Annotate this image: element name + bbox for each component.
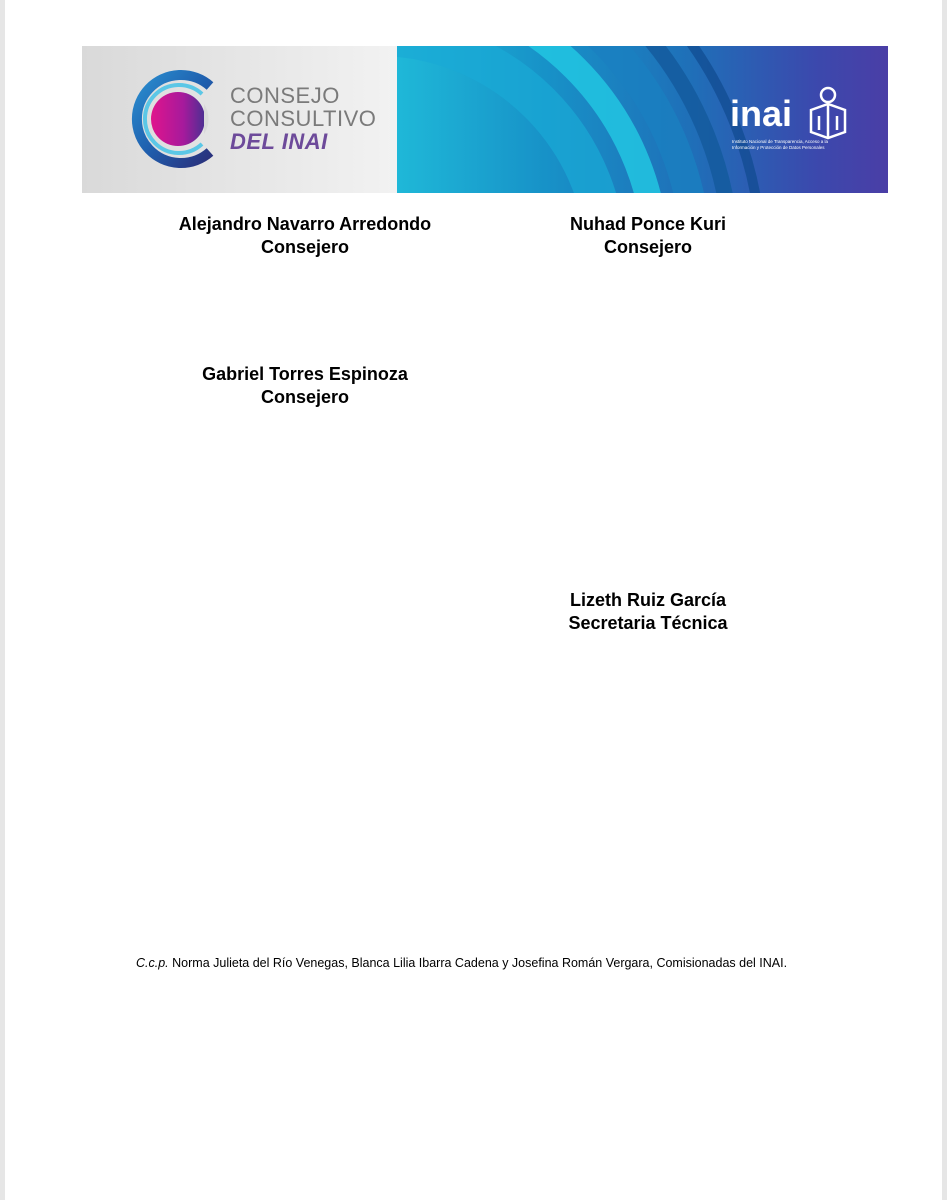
logo-line-consejo: CONSEJO (230, 83, 340, 108)
ccp-prefix: C.c.p. (136, 956, 169, 970)
carbon-copy-note (136, 956, 787, 970)
signatory-name: Nuhad Ponce Kuri (569, 214, 726, 234)
consejo-logo-text (230, 84, 376, 153)
signatory-role: Consejero (260, 237, 350, 257)
signatory-role: Consejero (603, 237, 693, 257)
signatory-name: Lizeth Ruiz García (569, 590, 727, 610)
signatory-role: Secretaria Técnica (568, 613, 728, 633)
document-page (5, 0, 942, 1200)
inai-logo (730, 86, 850, 158)
consejo-logo-icon (128, 68, 220, 170)
signatory-role: Consejero (260, 387, 350, 407)
inai-subtitle: Instituto Nacional de Transparencia, Acceso a la Información y Protección de Datos Personales (732, 139, 829, 150)
signature-block (478, 589, 818, 635)
ccp-text: Norma Julieta del Río Venegas, Blanca Lilia Ibarra Cadena y Josefina Román Vergara, Comisionadas del INAI. (172, 956, 788, 970)
logo-line-consultivo: CONSULTIVO (230, 106, 377, 131)
inai-wordmark: inai (730, 93, 793, 134)
signature-block (135, 363, 475, 409)
inai-logo-panel (397, 46, 888, 193)
signature-block (478, 213, 818, 259)
header-banner (82, 46, 888, 193)
consejo-logo-panel (82, 46, 397, 193)
logo-line-del-inai: DEL INAI (230, 129, 328, 154)
signature-block (135, 213, 475, 259)
inai-figure-icon (808, 86, 848, 142)
signatory-name: Gabriel Torres Espinoza (202, 364, 408, 384)
signatory-name: Alejandro Navarro Arredondo (178, 214, 432, 234)
